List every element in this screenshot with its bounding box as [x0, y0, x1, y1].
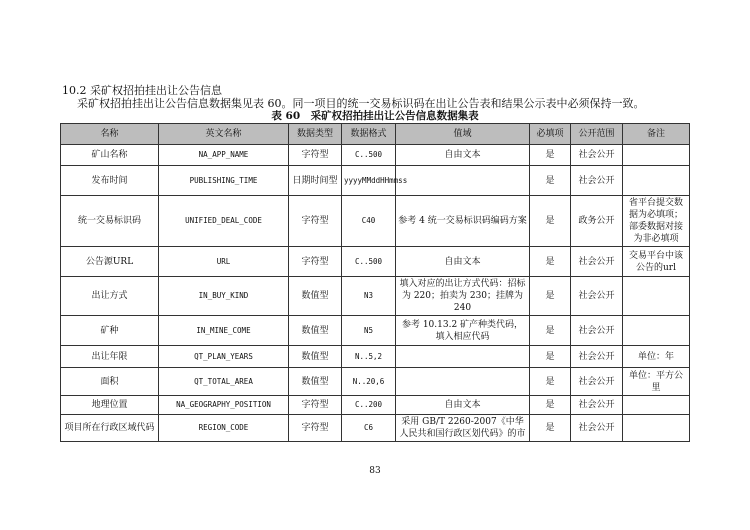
cell-value-domain — [396, 346, 530, 368]
cell-public-scope: 社会公开 — [571, 166, 623, 196]
table-caption: 表 60 采矿权招拍挂出让公告信息数据集表 — [271, 110, 479, 122]
table-row — [61, 166, 690, 196]
page-number: 83 — [369, 466, 381, 476]
cell-data-type: 数值型 — [289, 316, 342, 346]
cell-required: 是 — [530, 368, 571, 396]
cell-english-name: REGION_CODE — [159, 415, 289, 442]
table-row — [61, 368, 690, 396]
cell-value-domain: 参考 10.13.2 矿产种类代码，填入相应代码 — [396, 316, 530, 346]
cell-value-domain: 自由文本 — [396, 145, 530, 166]
cell-remarks — [623, 316, 690, 346]
cell-data-format: C6 — [342, 415, 396, 442]
table-row — [61, 346, 690, 368]
table-row — [61, 415, 690, 442]
cell-data-type: 数值型 — [289, 277, 342, 316]
cell-data-format: N3 — [342, 277, 396, 316]
cell-name: 地理位置 — [61, 396, 159, 415]
cell-required: 是 — [530, 316, 571, 346]
cell-english-name: QT_TOTAL_AREA — [159, 368, 289, 396]
cell-required: 是 — [530, 145, 571, 166]
cell-value-domain: 填入对应的出让方式代码：招标为 220；拍卖为 230；挂牌为 240 — [396, 277, 530, 316]
cell-public-scope: 社会公开 — [571, 346, 623, 368]
cell-required: 是 — [530, 415, 571, 442]
cell-data-format: yyyyMMddHHmmss — [342, 166, 396, 196]
cell-value-domain: 自由文本 — [396, 396, 530, 415]
cell-public-scope: 政务公开 — [571, 196, 623, 247]
cell-data-type: 日期时间型 — [289, 166, 342, 196]
cell-english-name: QT_PLAN_YEARS — [159, 346, 289, 368]
table-row — [61, 247, 690, 277]
cell-data-type: 数值型 — [289, 368, 342, 396]
cell-data-type: 字符型 — [289, 196, 342, 247]
cell-name: 项目所在行政区域代码 — [61, 415, 159, 442]
cell-required: 是 — [530, 346, 571, 368]
table-row — [61, 277, 690, 316]
cell-public-scope: 社会公开 — [571, 247, 623, 277]
cell-public-scope: 社会公开 — [571, 396, 623, 415]
table-header — [61, 124, 690, 145]
cell-data-format: C..200 — [342, 396, 396, 415]
table-row — [61, 196, 690, 247]
cell-value-domain — [396, 166, 530, 196]
cell-english-name: URL — [159, 247, 289, 277]
cell-remarks: 单位：年 — [623, 346, 690, 368]
table-body — [61, 145, 690, 442]
cell-remarks — [623, 166, 690, 196]
cell-data-format: C..500 — [342, 247, 396, 277]
cell-remarks: 省平台提交数据为必填项；部委数据对接为非必填项 — [623, 196, 690, 247]
cell-public-scope: 社会公开 — [571, 415, 623, 442]
header-english-name: 英文名称 — [159, 124, 289, 145]
section-heading: 10.2 采矿权招拍挂出让公告信息 — [62, 84, 222, 97]
cell-public-scope: 社会公开 — [571, 368, 623, 396]
cell-remarks — [623, 415, 690, 442]
cell-data-format: N5 — [342, 316, 396, 346]
cell-remarks: 单位：平方公里 — [623, 368, 690, 396]
header-name: 名称 — [61, 124, 159, 145]
cell-data-format: C..500 — [342, 145, 396, 166]
cell-remarks — [623, 396, 690, 415]
header-data-type: 数据类型 — [289, 124, 342, 145]
cell-name: 发布时间 — [61, 166, 159, 196]
header-data-format: 数据格式 — [342, 124, 396, 145]
header-remarks: 备注 — [623, 124, 690, 145]
cell-english-name: UNIFIED_DEAL_CODE — [159, 196, 289, 247]
header-required: 必填项 — [530, 124, 571, 145]
cell-public-scope: 社会公开 — [571, 316, 623, 346]
cell-required: 是 — [530, 277, 571, 316]
cell-remarks — [623, 277, 690, 316]
cell-name: 出让方式 — [61, 277, 159, 316]
cell-value-domain: 采用 GB/T 2260-2007《中华人民共和国行政区划代码》的市 — [396, 415, 530, 442]
cell-name: 统一交易标识码 — [61, 196, 159, 247]
intro-paragraph: 采矿权招拍挂出让公告信息数据集见表 60。同一项目的统一交易标识码在出让公告表和结果公示表中必须保持一致。 — [77, 97, 645, 110]
cell-name: 矿种 — [61, 316, 159, 346]
cell-remarks — [623, 145, 690, 166]
dataset-table — [60, 123, 690, 442]
cell-remarks: 交易平台中该公告的url — [623, 247, 690, 277]
cell-data-type: 字符型 — [289, 145, 342, 166]
cell-english-name: NA_GEOGRAPHY_POSITION — [159, 396, 289, 415]
cell-public-scope: 社会公开 — [571, 145, 623, 166]
cell-english-name: IN_MINE_COME — [159, 316, 289, 346]
cell-data-format: C40 — [342, 196, 396, 247]
cell-name: 公告源URL — [61, 247, 159, 277]
cell-public-scope: 社会公开 — [571, 277, 623, 316]
cell-data-type: 字符型 — [289, 247, 342, 277]
cell-data-type: 字符型 — [289, 415, 342, 442]
header-public-scope: 公开范围 — [571, 124, 623, 145]
cell-value-domain — [396, 368, 530, 396]
cell-data-format: N..5,2 — [342, 346, 396, 368]
table-row — [61, 145, 690, 166]
cell-english-name: NA_APP_NAME — [159, 145, 289, 166]
header-value-domain: 值域 — [396, 124, 530, 145]
cell-required: 是 — [530, 196, 571, 247]
cell-required: 是 — [530, 166, 571, 196]
cell-name: 面积 — [61, 368, 159, 396]
cell-data-type: 字符型 — [289, 396, 342, 415]
cell-value-domain: 自由文本 — [396, 247, 530, 277]
cell-required: 是 — [530, 247, 571, 277]
cell-data-type: 数值型 — [289, 346, 342, 368]
cell-english-name: PUBLISHING_TIME — [159, 166, 289, 196]
cell-english-name: IN_BUY_KIND — [159, 277, 289, 316]
cell-value-domain: 参考 4 统一交易标识码编码方案 — [396, 196, 530, 247]
table-row — [61, 316, 690, 346]
table-row — [61, 396, 690, 415]
cell-name: 出让年限 — [61, 346, 159, 368]
cell-name: 矿山名称 — [61, 145, 159, 166]
cell-required: 是 — [530, 396, 571, 415]
cell-data-format: N..20,6 — [342, 368, 396, 396]
